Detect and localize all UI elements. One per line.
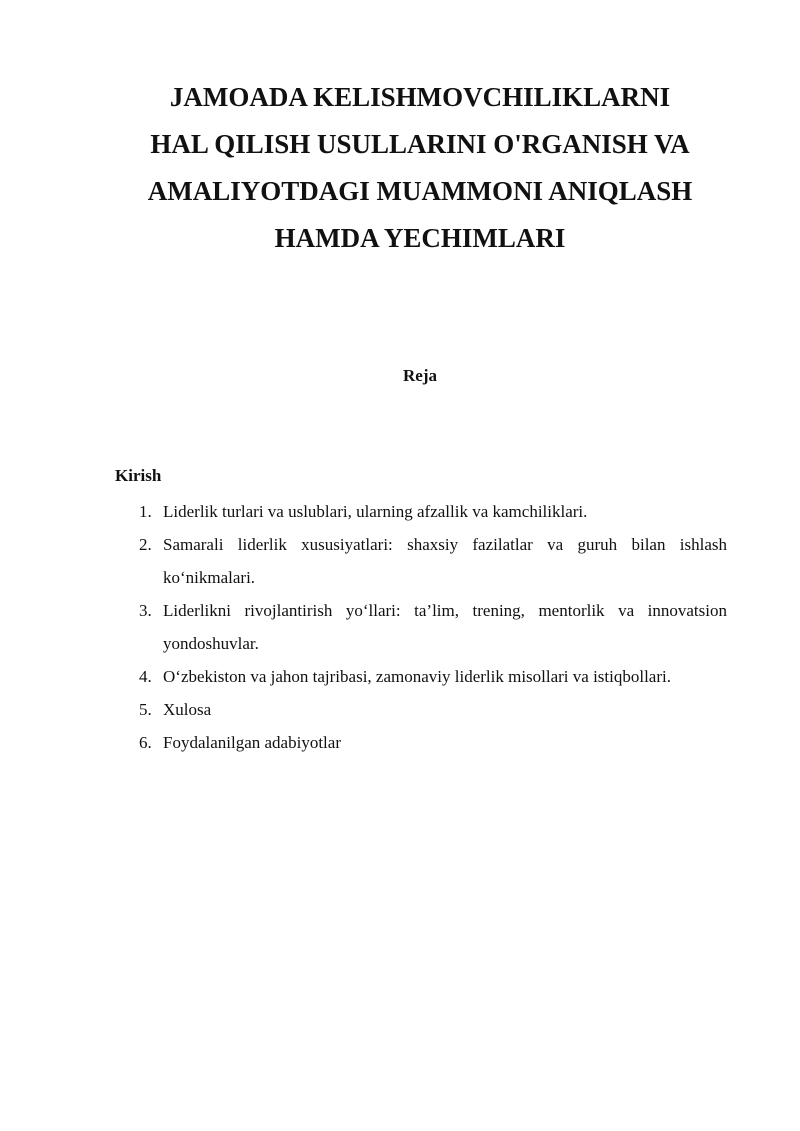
plan-item-number: 2. <box>139 535 152 554</box>
plan-item-4 <box>115 660 727 693</box>
title-line-4: HAMDA YECHIMLARI <box>274 223 566 253</box>
plan-item-2 <box>115 528 727 594</box>
title-line-1: JAMOADA KELISHMOVCHILIKLARNI <box>169 82 671 112</box>
document-title <box>100 74 740 262</box>
plan-item-text: Liderlikni rivojlantirish yo‘llari: ta’lim, trening, mentorlik va innovatsion yondoshuvlar. <box>163 601 727 653</box>
plan-item-number: 6. <box>139 733 152 752</box>
plan-list <box>115 495 727 759</box>
plan-item-5 <box>115 693 727 726</box>
plan-item-text: O‘zbekiston va jahon tajribasi, zamonaviy liderlik misollari va istiqbollari. <box>163 667 671 686</box>
plan-item-text: Samarali liderlik xususiyatlari: shaxsiy fazilatlar va guruh bilan ishlash ko‘nikmalari. <box>163 535 727 587</box>
title-line-3: AMALIYOTDAGI MUAMMONI ANIQLASH <box>147 176 693 206</box>
intro-heading: Kirish <box>115 466 162 485</box>
plan-item-6 <box>115 726 727 759</box>
plan-item-number: 4. <box>139 667 152 686</box>
plan-item-number: 5. <box>139 700 152 719</box>
plan-item-text: Foydalanilgan adabiyotlar <box>163 733 341 752</box>
plan-item-number: 1. <box>139 502 152 521</box>
plan-heading: Reja <box>403 366 437 385</box>
plan-item-text: Xulosa <box>163 700 212 719</box>
plan-item-text: Liderlik turlari va uslublari, ularning afzallik va kamchiliklari. <box>163 502 588 521</box>
plan-item-3 <box>115 594 727 660</box>
plan-item-1 <box>115 495 727 528</box>
plan-item-number: 3. <box>139 601 152 620</box>
title-line-2: HAL QILISH USULLARINI O'RGANISH VA <box>150 129 690 159</box>
